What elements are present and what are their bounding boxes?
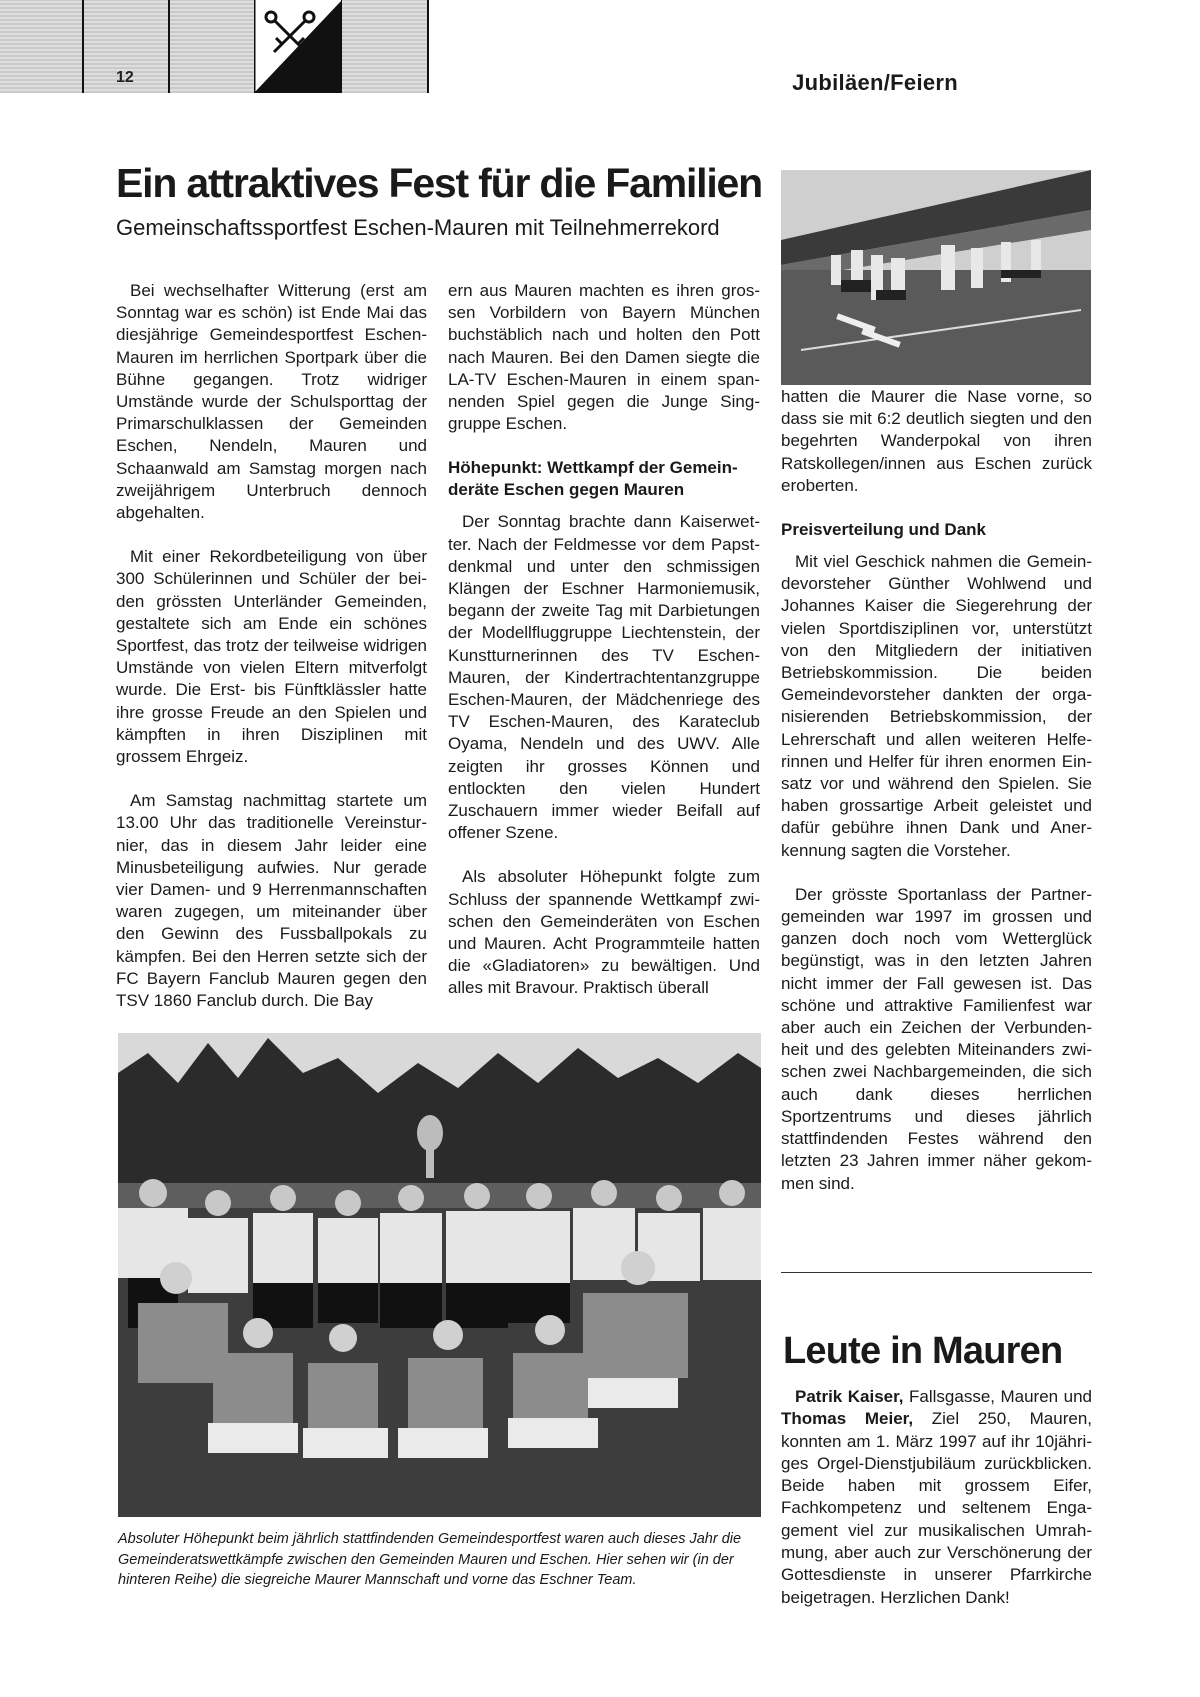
paragraph: Als absoluter Höhepunkt folgte zum Schluss der spannende Wettkampf zwischen den Gemeinderäten von Eschen und Mauren. Acht Programmteile hatten die «Gladiatoren» zu bewältigen. Und alles mit Bravour. Praktisch überall [448, 867, 760, 998]
section-title: Jubiläen/Feiern [792, 70, 958, 95]
paragraph: Bei wechselhafter Witterung (erst am Sonntag war es schön) ist Ende Mai das diesjährige Gemeindesportfest Eschen-Mauren im herrlichen Sportpark über die Bühne gegangen. Trotz widriger Umstände wurde der Schulsporttag der Primarschulklassen der Gemeinden Eschen, Nendeln, Mauren und Schaanwald am Samstag morgen nach zweijährigem Unterbruch dennoch abgehalten. [116, 281, 427, 523]
paragraph: Mit viel Geschick nahmen die Gemeindevorsteher Günther Wohlwend und Johannes Kaiser die Siegerehrung der vielen Sportdisziplinen vor, unterstützt von den Mitgliedern der initiativen Betriebskommission. Die beiden Gemeindevorsteher dankten der organisierenden Betriebskommission, der Lehrerschaft und allen weiteren Helferinnen und Helfer für ihren enormen Einsatz vor und während den Spielen. Sie haben grossartige Arbeit geleistet und dafür gebühre ihnen Dank und Anerkennung sagten die Vorsteher. [781, 552, 1092, 860]
person-name: Thomas Meier, [781, 1409, 914, 1429]
section-heading: Preisverteilung und Dank [781, 520, 986, 540]
leute-title: Leute in Mauren [783, 1330, 1063, 1372]
team-photo [118, 1033, 761, 1517]
photo-caption: Absoluter Höhepunkt beim jährlich stattfindenden Gemeindesportfest waren auch dieses Jahr die Gemeinderatswettkämpfe zwischen den Gemeinden Mauren und Eschen. Hier sehen wir (in der hinteren Reihe) die siegreiche Maurer Mannschaft und vorne das Eschner Team. [118, 1531, 742, 1588]
article-title: Ein attraktives Fest für die Familien [116, 160, 762, 206]
divider [781, 1272, 1092, 1273]
article-column-2 [448, 280, 760, 1022]
header-band [0, 0, 428, 93]
leute-text-part: Fallsgasse, Mauren und [903, 1387, 1092, 1406]
header-divider [427, 0, 429, 93]
crossed-keys-icon [254, 0, 342, 93]
header-divider [82, 0, 84, 93]
paragraph: Am Samstag nachmittag startete um 13.00 Uhr das traditionelle Vereinsturnier, das in diesem Jahr leider eine Minusbeteiligung aufwies. Nur gerade vier Damen- und 9 Herrenmannschaften waren zugegen, um miteinander über den Gewinn des Fussballpokals zu kämpfen. Bei den Herren setzte sich der FC Bayern Fanclub Mauren gegen den TSV 1860 Fanclub durch. Die Bay [116, 791, 427, 1011]
leute-text-part: Ziel 250, Mauren, konnten am 1. März 1997 auf ihr 10jähriges Orgel-Dienstjubiläum zurückblicken. Beide haben mit grossem Eifer, Fachkompetenz und seltenem Engagement viel zur musikalischen Umrahmung, aber auch zur Verschönerung der Gottesdienste in unserer Pfarrkirche beigetragen. Herzlichen Dank! [781, 1409, 1092, 1607]
paragraph: ern aus Mauren machten es ihren grossen Vorbildern von Bayern München buchstäblich nach und holten den Pott nach Mauren. Bei den Damen siegte die LA-TV Eschen-Mauren in einem spannenden Spiel gegen die Junge Singgruppe Eschen. [448, 281, 760, 434]
person-name: Patrik Kaiser, [795, 1387, 904, 1406]
page-number: 12 [116, 69, 134, 86]
section-heading: Höhepunkt: Wettkampf der Gemeinderäte Eschen gegen Mauren [448, 458, 738, 500]
article-column-1 [116, 280, 427, 1034]
paragraph: Der Sonntag brachte dann Kaiserwetter. Nach der Feldmesse vor dem Papstdenkmal und unter den schmissigen Klängen der Eschner Harmoniemusik, begann der zweite Tag mit Darbietungen der Modellfluggruppe Liechtenstein, der Kunstturnerinnen des TV Eschen-Mauren, der Kindertrachtentanzgruppe Eschen-Mauren, der Mädchenriege des TV Eschen-Mauren, des Karateclub Oyama, Nendeln und des UWV. Alle zeigten ihr grosses Können und entlockten den vielen Hundert Zuschauern immer wieder Beifall auf offener Szene. [448, 512, 760, 843]
article-column-3 [781, 386, 1092, 1217]
article-subtitle: Gemeinschaftssportfest Eschen-Mauren mit Teilnehmerrekord [116, 215, 720, 240]
leute-text [781, 1386, 1092, 1609]
header-divider [168, 0, 170, 93]
paragraph: Der grösste Sportanlass der Partnergemeinden war 1997 im grossen und ganzen doch noch vom Wetterglück begünstigt, was in den letzten Jahren nicht immer der Fall gewesen ist. Das schöne und attraktive Familienfest war aber auch ein Zeichen der Verbundenheit und des gelebten Miteinanders zwischen zwei Nachbargemeinden, die sich auch dank dieses herrlichen Sportzentrums und dieses jährlich stattfindenden Festes während den letzten 23 Jahren immer näher gekommen sind. [781, 884, 1092, 1193]
sports-field-photo [781, 170, 1091, 385]
paragraph: Mit einer Rekordbeteiligung von über 300 Schülerinnen und Schüler der beiden grössten Unterländer Gemeinden, gestaltete sich am Ende ein schönes Sportfest, das trotz der teilweise widrigen Umstände von vielen Eltern mitverfolgt wurde. Die Erst- bis Fünftklässler hatte ihre grosse Freude an den Spielen und kämpften in ihren Disziplinen mit grossem Ehrgeiz. [116, 547, 427, 767]
paragraph: hatten die Maurer die Nase vorne, so dass sie mit 6:2 deutlich siegten und den begehrten Wanderpokal von ihren Ratskollegen/innen aus Eschen zurück eroberten. [781, 387, 1092, 495]
